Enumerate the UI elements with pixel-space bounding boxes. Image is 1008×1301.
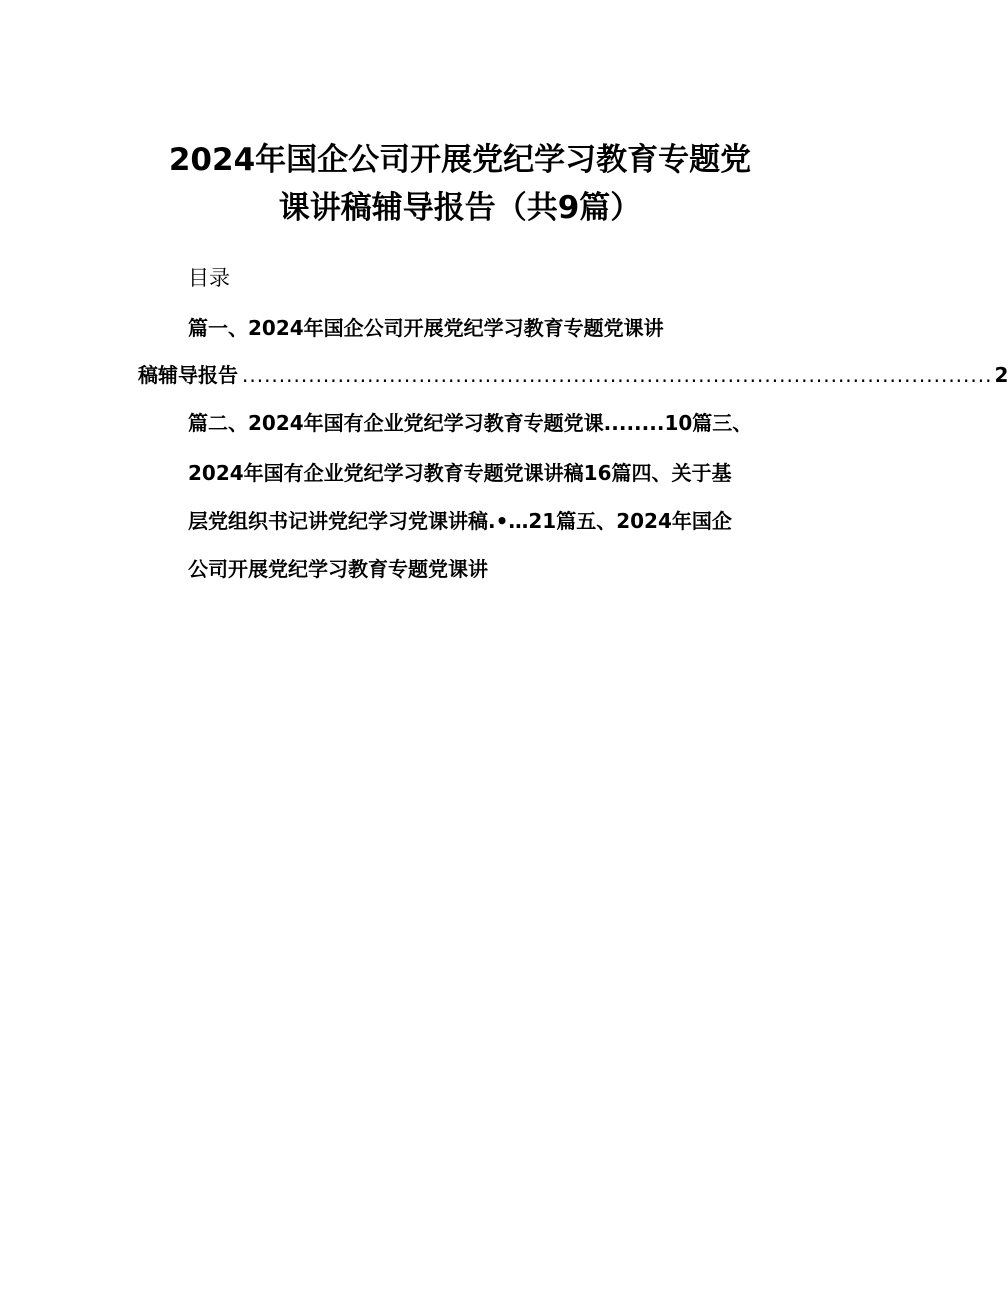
toc-dot-leader: ...................................................................................................... bbox=[242, 363, 993, 387]
toc-line-4: 2024年国有企业党纪学习教育专题党课讲稿16篇四、关于基 bbox=[188, 461, 732, 485]
toc-line-6: 公司开展党纪学习教育专题党课讲 bbox=[188, 557, 488, 581]
toc-line-3: 篇二、2024年国有企业党纪学习教育专题党课........10篇三、 bbox=[188, 411, 753, 435]
document-title-line-1: 2024年国企公司开展党纪学习教育专题党 bbox=[168, 142, 752, 178]
toc-heading: 目录 bbox=[188, 266, 230, 290]
toc-page-number: 2 bbox=[994, 363, 1008, 387]
toc-line-1: 篇一、2024年国企公司开展党纪学习教育专题党课讲 bbox=[188, 316, 664, 340]
document-title-line-2: 课讲稿辅导报告（共9篇） bbox=[278, 190, 642, 226]
toc-line-2 bbox=[138, 360, 1008, 390]
toc-line-2-label: 稿辅导报告 bbox=[138, 363, 238, 387]
toc-line-5: 层党组织书记讲党纪学习党课讲稿.•…21篇五、2024年国企 bbox=[188, 509, 732, 533]
